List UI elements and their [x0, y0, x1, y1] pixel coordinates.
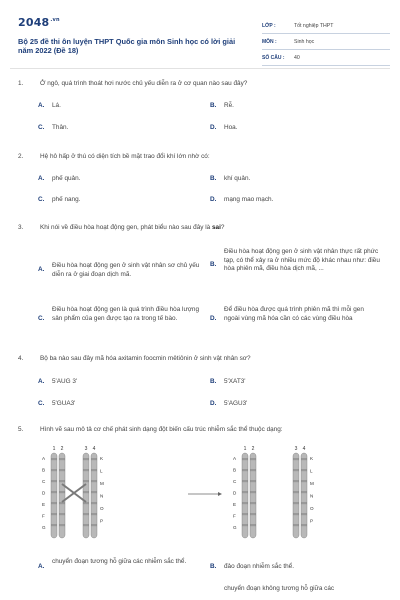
chromosome-band	[59, 469, 65, 471]
gene-letter: D	[233, 490, 237, 496]
chromosome-band	[59, 502, 65, 504]
question-2	[18, 153, 380, 213]
chromosome-band	[293, 458, 299, 460]
logo-suffix: .vn	[50, 17, 60, 24]
option-text: chuyển đoạn tương hỗ giữa các nhiễm sắc thể.	[52, 558, 187, 565]
option-letter: A.	[38, 102, 45, 109]
meta-value: Tốt nghiệp THPT	[294, 23, 334, 29]
meta-label: MÔN :	[262, 39, 277, 45]
gene-letter: A	[233, 456, 237, 461]
option-text: Lá.	[52, 102, 61, 109]
header-divider	[10, 68, 390, 69]
chromosome-band	[242, 458, 248, 460]
chromosome-band	[250, 502, 256, 504]
chromosome-band	[301, 480, 307, 482]
option-text: phế nang.	[52, 196, 81, 203]
chromosome-band	[301, 524, 307, 526]
arrow-head-icon	[218, 492, 222, 496]
option-letter: D.	[210, 315, 217, 322]
option-text: Hoa.	[224, 124, 238, 131]
question-text-suffix: ?	[220, 224, 225, 231]
option-letter: C.	[38, 315, 45, 322]
chromosome-band	[83, 524, 89, 526]
option-letter: D.	[210, 124, 217, 131]
option-letter: A.	[38, 266, 45, 273]
option-letter: A.	[38, 563, 45, 570]
chromosome-band	[293, 469, 299, 471]
question-3	[18, 224, 380, 344]
question-text: Hình vẽ sau mô tả cơ chế phát sinh dạng đột biến cấu trúc nhiễm sắc thể thuộc dạng:	[40, 426, 283, 433]
meta-label: LỚP :	[262, 23, 276, 29]
question-text: Bộ ba nào sau đây mã hóa axitamin foocmin mêtiônin ở sinh vật nhân sơ?	[40, 355, 251, 362]
meta-row-count	[262, 52, 390, 66]
option-letter: B.	[210, 563, 217, 570]
question-number: 3.	[18, 224, 24, 231]
gene-letter: D	[42, 490, 46, 496]
chromosome-band	[91, 524, 97, 526]
option-text: Điều hòa hoạt động gen ở sinh vật nhân thực rất phức tạp, có thể xảy ra ở nhiều mức độ khác nhau như: điều hòa phiên mã, điều hòa dịch mã, ...	[224, 248, 380, 273]
option-text: khí quản.	[224, 175, 251, 182]
gene-letter: N	[310, 493, 314, 499]
option-text: chuyển đoạn không tương hỗ giữa các	[224, 585, 335, 592]
chromosome-band	[91, 469, 97, 471]
document-header	[10, 8, 390, 68]
chromosome-number-label: 2	[60, 446, 64, 452]
chromosome-band	[250, 458, 256, 460]
chromosome-band	[83, 513, 89, 515]
gene-letter: O	[100, 506, 104, 511]
meta-info	[262, 20, 390, 68]
gene-letter: C	[42, 479, 46, 484]
chromosome-number-label: 4	[302, 446, 306, 452]
chromosome-band	[59, 524, 65, 526]
chromosome-band	[293, 502, 299, 504]
meta-label: SỐ CÂU :	[262, 55, 285, 61]
option-text: mạng mao mạch.	[224, 196, 274, 203]
gene-letter: G	[233, 525, 237, 530]
option-text: Để điều hòa được quá trình phiên mã thì mỗi gen ngoài vùng mã hóa cần có các vùng điều hòa	[224, 306, 364, 322]
chromosome-band	[59, 458, 65, 460]
option-letter: C.	[38, 400, 45, 407]
option-letter: A.	[38, 378, 45, 385]
chromosomes-after	[233, 446, 314, 538]
option-letter: C.	[38, 196, 45, 203]
logo-text: 2048	[18, 16, 50, 29]
chromosome-band	[51, 491, 57, 493]
gene-letter: F	[233, 513, 236, 519]
chromosome-band	[301, 458, 307, 460]
option-letter: B.	[210, 261, 217, 268]
chromosome-number-label: 1	[243, 446, 247, 452]
gene-letter: K	[310, 456, 314, 461]
chromosome-mutation-figure	[40, 444, 350, 544]
chromosome-band	[83, 458, 89, 460]
gene-letter: E	[42, 502, 46, 507]
question-text	[40, 224, 224, 232]
chromosome-band	[293, 491, 299, 493]
gene-letter: E	[233, 502, 237, 507]
gene-letter: P	[100, 518, 104, 524]
gene-letter: F	[42, 513, 45, 519]
gene-letter: B	[42, 467, 46, 473]
question-number: 1.	[18, 80, 24, 87]
question-number: 4.	[18, 355, 24, 362]
option-text: đảo đoạn nhiễm sắc thể.	[224, 563, 294, 570]
document-title: Bộ 25 đề thi ôn luyện THPT Quốc gia môn Sinh học có lời giải năm 2022 (Đề 18)	[18, 37, 236, 55]
chromosome-band	[250, 513, 256, 515]
chromosome-band	[242, 491, 248, 493]
chromosome-band	[51, 458, 57, 460]
chromosome-band	[293, 480, 299, 482]
gene-letter: K	[100, 456, 104, 461]
page-cutoff	[0, 592, 400, 600]
option-letter: A.	[38, 175, 45, 182]
option-text: 5'AUG 3'	[52, 378, 78, 385]
question-emphasis: sai	[211, 224, 221, 231]
question-text: Ở ngô, quá trình thoát hơi nước chủ yếu diễn ra ở cơ quan nào sau đây?	[40, 80, 248, 87]
chromosome-band	[250, 480, 256, 482]
chromosome-band	[91, 458, 97, 460]
chromosome-band	[83, 491, 89, 493]
chromosome-band	[301, 491, 307, 493]
chromosome-number-label: 4	[92, 446, 96, 452]
chromosome-band	[301, 513, 307, 515]
chromosome-number-label: 3	[84, 446, 88, 452]
chromosome-band	[91, 513, 97, 515]
option-letter: C.	[38, 124, 45, 131]
question-1	[18, 80, 380, 140]
question-text-prefix: Khi nói về điều hòa hoạt động gen, phát biểu nào sau đây là	[40, 224, 212, 231]
question-text: Hệ hô hấp ở thú có diện tích bề mặt trao đổi khí lớn nhờ có:	[40, 153, 210, 160]
chromosome-band	[51, 502, 57, 504]
gene-letter: P	[310, 518, 314, 524]
chromosome-band	[83, 502, 89, 504]
chromosome-band	[242, 502, 248, 504]
chromosome-band	[91, 480, 97, 482]
chromosome-band	[91, 491, 97, 493]
chromosome-band	[250, 524, 256, 526]
option-text: phế quản.	[52, 175, 81, 182]
meta-value: 40	[294, 55, 300, 61]
question-number: 2.	[18, 153, 24, 160]
chromosome-band	[59, 491, 65, 493]
gene-letter: L	[100, 468, 103, 474]
chromosome-band	[301, 469, 307, 471]
gene-letter: C	[233, 479, 237, 484]
gene-letter: N	[100, 493, 104, 499]
gene-letter: O	[310, 506, 314, 511]
chromosome-band	[83, 480, 89, 482]
chromosome-band	[59, 480, 65, 482]
option-letter: B.	[210, 102, 217, 109]
chromosome-number-label: 1	[52, 446, 56, 452]
option-text: 5'XAT3'	[224, 378, 246, 385]
option-text: Thân.	[52, 124, 69, 131]
meta-row-class	[262, 20, 390, 34]
chromosome-band	[242, 524, 248, 526]
chromosome-band	[51, 469, 57, 471]
chromosome-band	[250, 491, 256, 493]
option-letter: D.	[210, 196, 217, 203]
chromosome-band	[293, 524, 299, 526]
chromosome-band	[242, 469, 248, 471]
gene-letter: M	[100, 481, 104, 486]
chromosome-band	[59, 513, 65, 515]
chromosome-number-label: 2	[251, 446, 255, 452]
chromosome-number-label: 3	[294, 446, 298, 452]
chromosome-band	[51, 513, 57, 515]
chromosome-band	[51, 480, 57, 482]
chromosome-band	[242, 480, 248, 482]
meta-row-subject	[262, 36, 390, 50]
option-text: Điều hòa hoạt động gen là quá trình điều hòa lượng sản phẩm của gen được tạo ra trong tế bào.	[52, 306, 200, 322]
chromosome-band	[242, 513, 248, 515]
chromosome-band	[83, 469, 89, 471]
chromosome-band	[91, 502, 97, 504]
option-text: 5'GUA3'	[52, 400, 76, 407]
gene-letter: M	[310, 481, 314, 486]
chromosome-band	[250, 469, 256, 471]
gene-letter: L	[310, 468, 313, 474]
chromosome-band	[301, 502, 307, 504]
chromosome-band	[51, 524, 57, 526]
meta-value: Sinh học	[294, 39, 315, 45]
option-letter: D.	[210, 400, 217, 407]
site-logo[interactable]	[18, 16, 60, 29]
chromosomes-before	[42, 446, 104, 538]
option-text: 5'AGU3'	[224, 400, 248, 407]
option-letter: B.	[210, 378, 217, 385]
gene-letter: G	[42, 525, 46, 530]
chromosome-band	[293, 513, 299, 515]
option-text: Điều hòa hoạt động gen ở sinh vật nhân sơ chủ yếu diễn ra ở giai đoạn dịch mã.	[52, 262, 200, 278]
question-number: 5.	[18, 426, 24, 433]
option-text: Rễ.	[224, 102, 234, 109]
gene-letter: B	[233, 467, 237, 473]
question-4	[18, 355, 380, 415]
option-letter: B.	[210, 175, 217, 182]
gene-letter: A	[42, 456, 46, 461]
